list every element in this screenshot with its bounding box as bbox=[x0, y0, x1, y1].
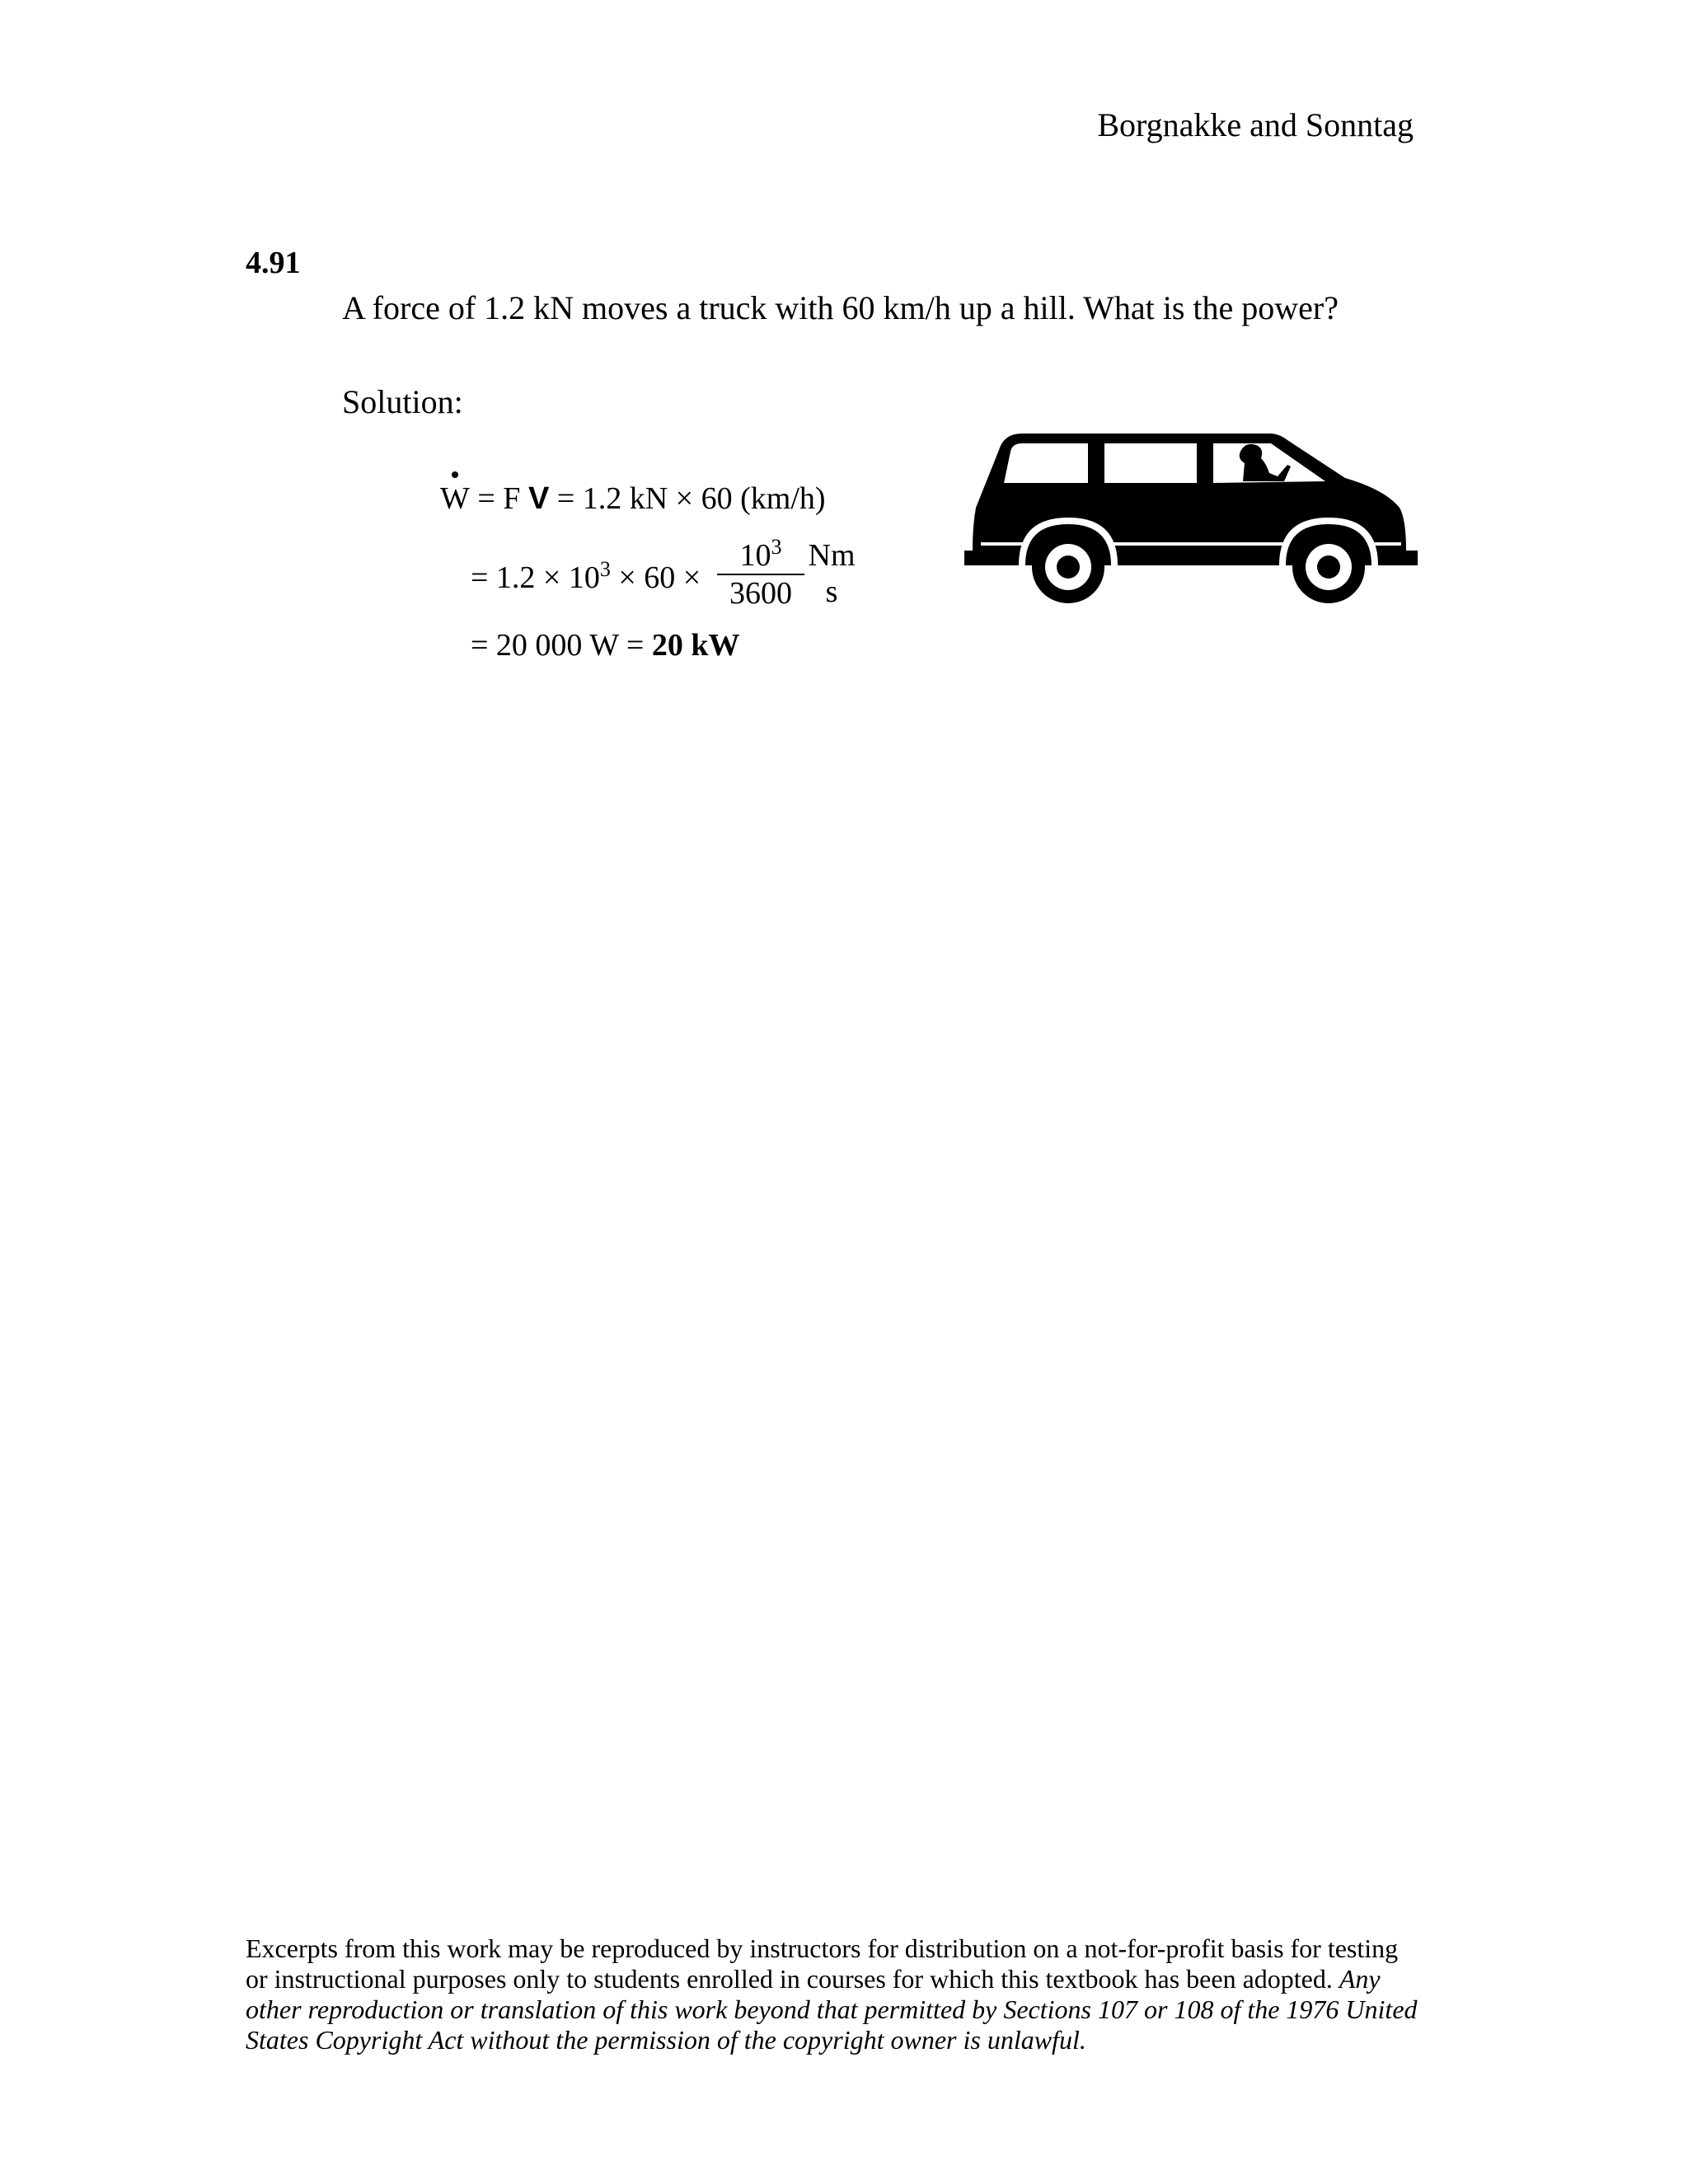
fraction-units-numerator: Nm bbox=[808, 538, 856, 573]
fraction-conversion bbox=[717, 537, 804, 612]
problem-statement: A force of 1.2 kN moves a truck with 60 km/h up a hill. What is the power? bbox=[342, 289, 1339, 326]
fraction-conversion-denominator: 3600 bbox=[717, 574, 804, 612]
equation-line-2-exponent: 3 bbox=[599, 557, 611, 581]
equation-line-2 bbox=[471, 557, 701, 598]
footer-italic-text: Any other reproduction or translation of this work beyond that permitted by Sections 107 or 108 of the 1976 United States Copyright Act without the permission of the copyright owner is unlawful. bbox=[246, 1964, 1418, 2055]
fraction-conversion-numerator: $10^3$ bbox=[739, 535, 782, 573]
equation-line-3-prefix: = 20 000 W = bbox=[471, 628, 652, 663]
equation-line-1 bbox=[440, 478, 826, 519]
header-author: Borgnakke and Sonntag bbox=[1097, 106, 1414, 143]
problem-number: 4.91 bbox=[246, 246, 301, 280]
equation-line-2-mid: × 60 × bbox=[610, 560, 701, 595]
equation-equals-f: = F bbox=[469, 481, 528, 516]
equation-line-1-rest: = 1.2 kN × 60 (km/h) bbox=[549, 481, 826, 516]
equation-line-3 bbox=[471, 625, 740, 666]
fraction-units-denominator: s bbox=[825, 574, 838, 609]
fraction-units bbox=[803, 537, 860, 610]
equation-line-2-prefix: = 1.2 × 10 bbox=[471, 560, 600, 595]
w-dot-symbol: W bbox=[440, 478, 470, 519]
solution-label: Solution: bbox=[342, 383, 463, 420]
final-result: 20 kW bbox=[651, 628, 740, 663]
footer-normal-text: Excerpts from this work may be reproduced by instructors for distribution on a not-for-profit basis for testing or instructional purposes only to students enrolled in courses for which this textbook has been adopted. bbox=[246, 1933, 1399, 1994]
velocity-symbol: V bbox=[528, 481, 550, 516]
copyright-footer bbox=[246, 1933, 1424, 2055]
van-icon bbox=[964, 427, 1418, 608]
